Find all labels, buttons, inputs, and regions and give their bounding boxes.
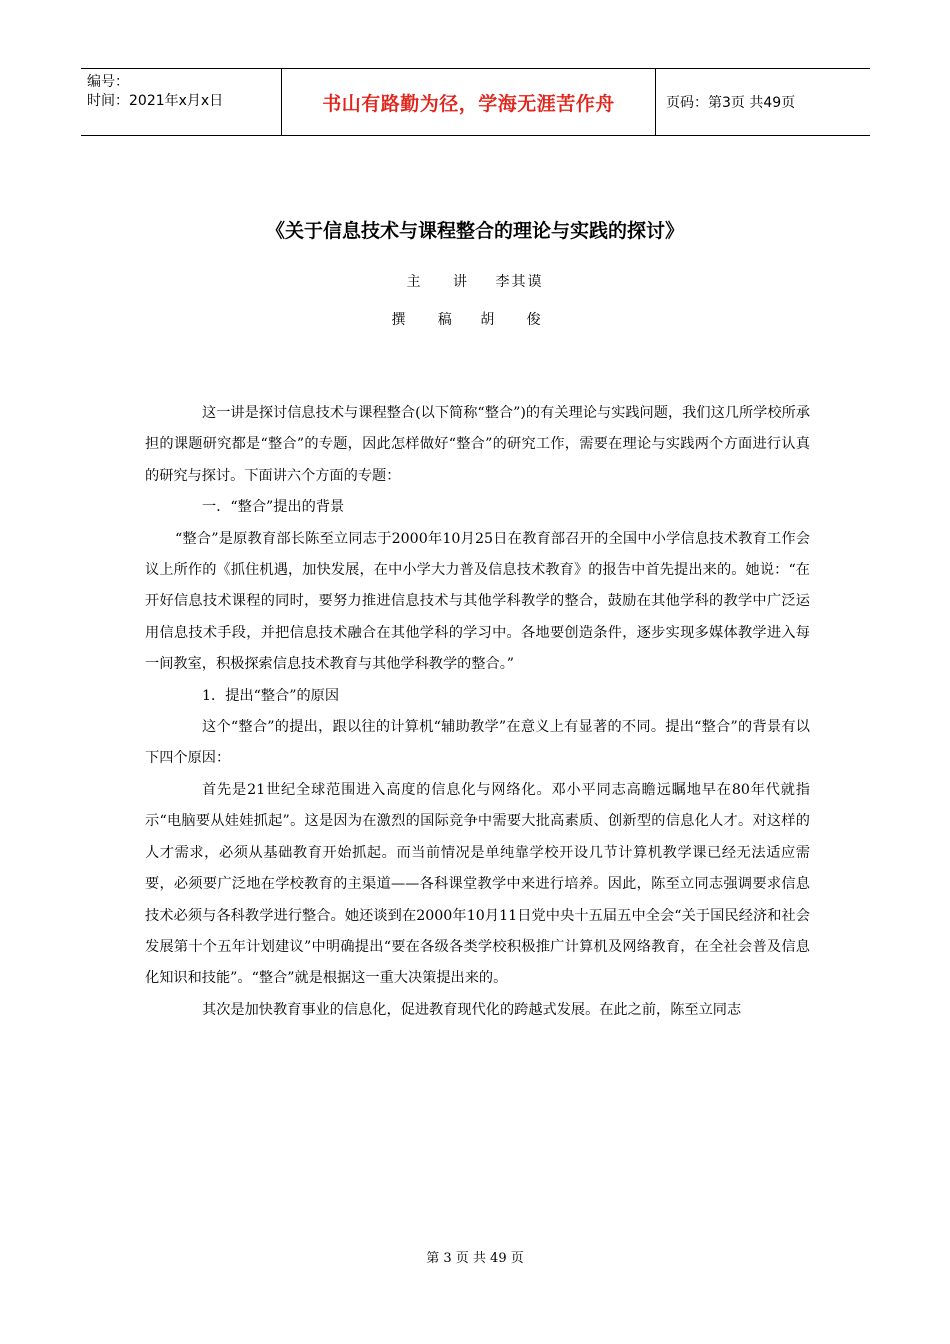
writer-label: 撰 稿 xyxy=(391,312,466,328)
lecturer-label: 主 讲 xyxy=(406,274,481,290)
body-paragraph: 这一讲是探讨信息技术与课程整合(以下简称“整合”)的有关理论与实践问题，我们这几所学校所承担的课题研究都是“整合”的专题，因此怎样做好“整合”的研究工作，需要在理论与实践两个方面进行认真的研究与探讨。下面讲六个方面的专题： xyxy=(145,405,810,484)
header-motto: 书山有路勤为径，学海无涯苦作舟 xyxy=(281,69,656,135)
writer-name: 胡 俊 xyxy=(480,312,555,328)
page-footer: 第 3 页 共 49 页 xyxy=(426,1251,524,1266)
body-paragraph: 首先是21世纪全球范围进入高度的信息化与网络化。邓小平同志高瞻远瞩地早在80年代就指示“电脑要从娃娃抓起”。这是因为在激烈的国际竞争中需要大批高素质、创新型的信息化人才。对这样的人才需求，必须从基础教育开始抓起。而当前情况是单纯靠学校开设几节计算机教学课已经无法适应需要，必须要广泛地在学校教育的主渠道——各科课堂教学中来进行培养。因此，陈至立同志强调要求信息技术必须与各科教学进行整合。她还谈到在2000年10月11日党中央十五届五中全会“关于国民经济和社会发展第十个五年计划建议”中明确提出“要在各级各类学校积极推广计算机及网络教育，在全社会普及信息化知识和技能”。“整合”就是根据这一重大决策提出来的。 xyxy=(145,781,810,987)
body-paragraph: 其次是加快教育事业的信息化，促进教育现代化的跨越式发展。在此之前，陈至立同志 xyxy=(202,1001,742,1018)
lecturer-line xyxy=(0,271,950,291)
writer-line xyxy=(0,309,948,329)
section-heading: 一．“整合”提出的背景 xyxy=(202,499,345,516)
subsection-heading: 1．提出“整合”的原因 xyxy=(202,687,340,704)
document-title: 《关于信息技术与课程整合的理论与实践的探讨》 xyxy=(265,220,684,242)
document-body xyxy=(145,398,810,1026)
lecturer-name: 李其谟 xyxy=(495,274,544,290)
header-table xyxy=(81,68,870,136)
header-meta xyxy=(81,69,281,135)
header-page-info: 页码：第3页 共49页 xyxy=(666,95,796,111)
code-label: 编号： xyxy=(87,74,129,90)
time-label: 时间：2021年x月x日 xyxy=(87,93,224,109)
body-paragraph: 这个“整合”的提出，跟以往的计算机“辅助教学”在意义上有显著的不同。提出“整合”的背景有以下四个原因： xyxy=(145,719,810,767)
body-paragraph: “整合”是原教育部长陈至立同志于2000年10月25日在教育部召开的全国中小学信息技术教育工作会议上所作的《抓住机遇，加快发展，在中小学大力普及信息技术教育》的报告中首先提出来的。她说：“在开好信息技术课程的同时，要努力推进信息技术与其他学科教学的整合，鼓励在其他学科的教学中广泛运用信息技术手段，并把信息技术融合在其他学科的学习中。各地要创造条件，逐步实现多媒体教学进入每一间教室，积极探索信息技术教育与其他学科教学的整合。” xyxy=(145,530,810,673)
